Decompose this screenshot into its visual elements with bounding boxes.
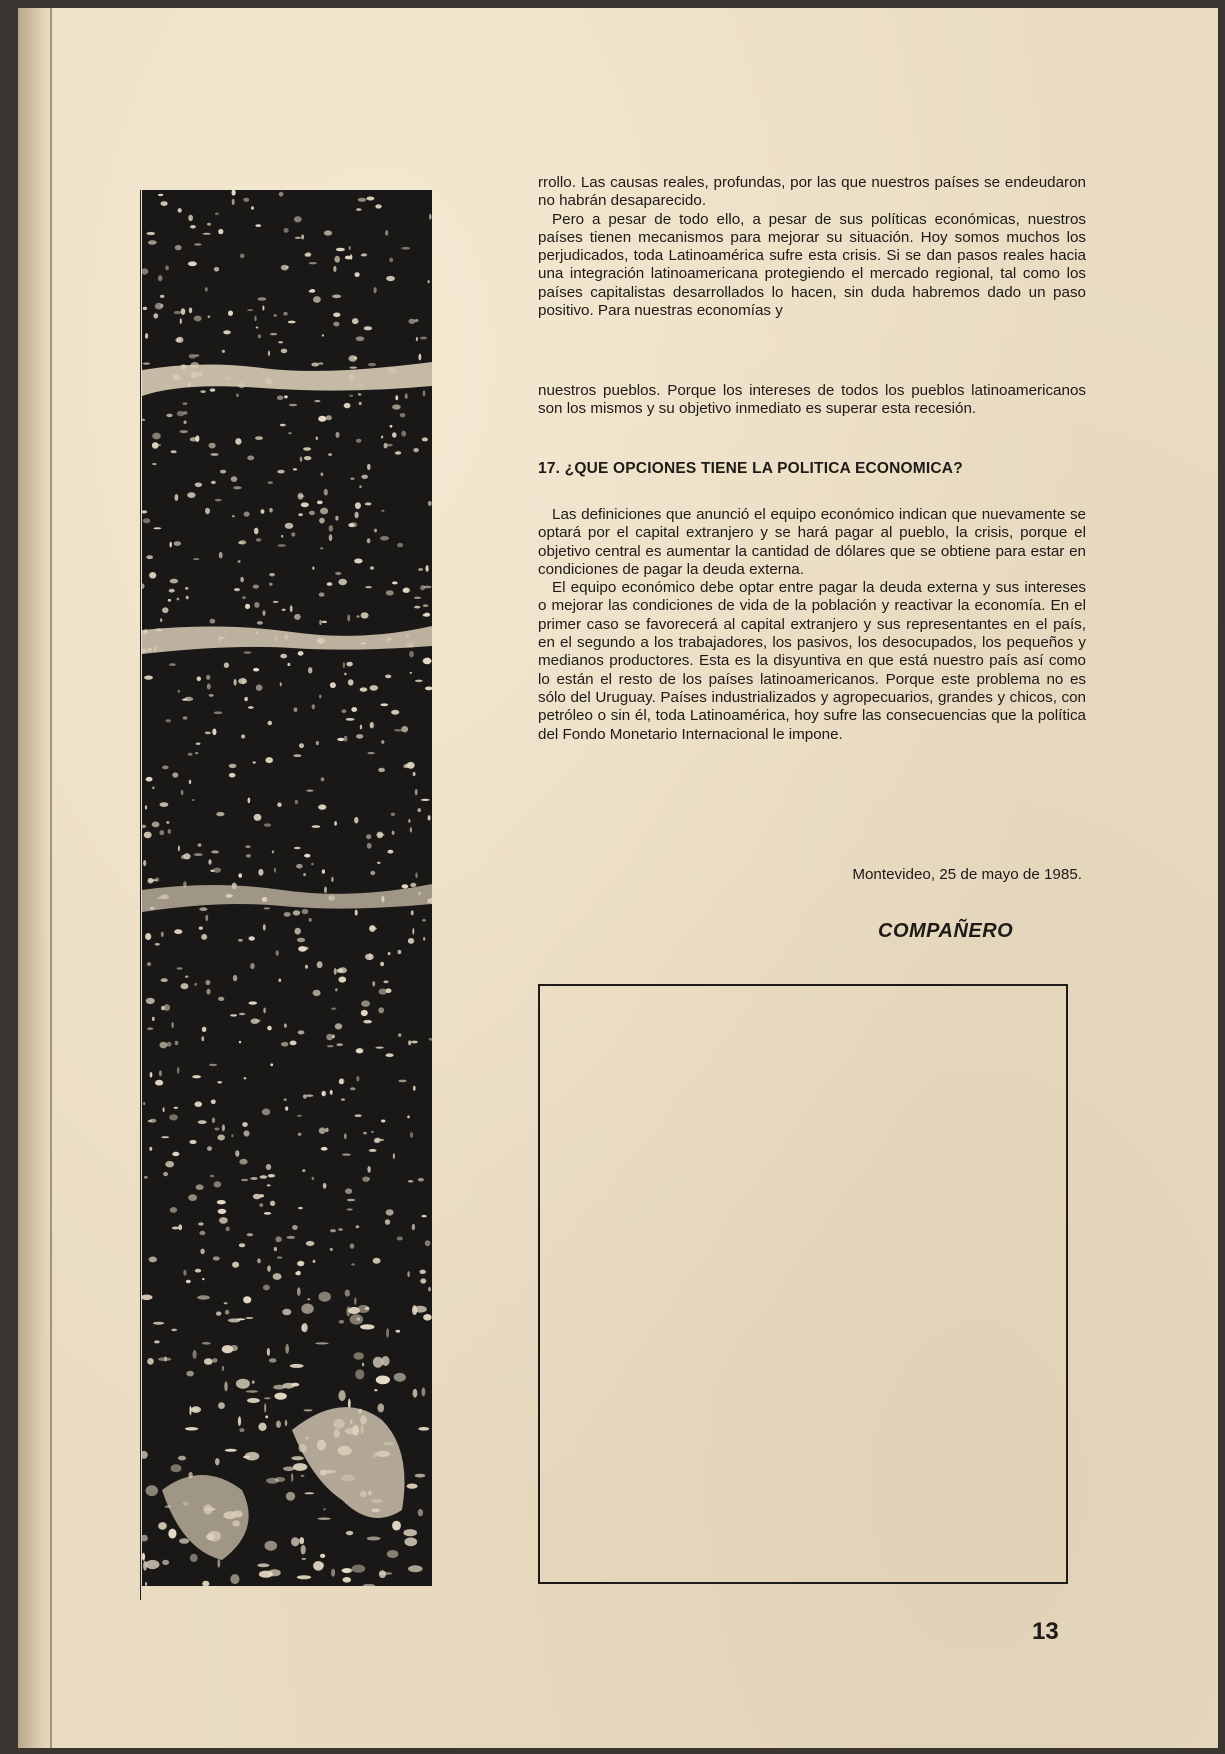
article-text-top	[538, 174, 1086, 320]
page-number: 13	[1032, 1618, 1059, 1645]
paragraph: El equipo económico debe optar entre pagar la deuda externa y sus intereses o mejorar las condiciones de vida de la población y reactivar la economía. En el primer caso se favorecerá al capital extranjero y sus representantes en el país, en el segundo a los trabajadores, los pasivos, los desocupados, los pequeños y medianos productores. Esta es la disyuntiva en que está nuestro país así como lo están el resto de los países latinoamericanos. Porque este problema no es sólo del Uruguay. Países industrializados y agropecuarios, grandes y chicos, con petróleo o sin él, toda Latinoamérica, hoy sufre las consecuencias que la política del Fondo Monetario Internacional le impone.	[538, 579, 1086, 743]
photo-rule	[140, 190, 141, 1600]
binding-line	[50, 8, 52, 1748]
paragraph: Las definiciones que anunció el equipo económico indican que nuevamente se optará por el capital extranjero y se hará pagar al pueblo, la crisis, porque el objetivo central es aumentar la cantidad de dólares que se obtiene para estar en condiciones de pagar la deuda externa.	[538, 506, 1086, 578]
section-body	[538, 506, 1086, 744]
paragraph: nuestros pueblos. Porque los intereses de todos los pueblos latinoamericanos son los mismos y su objetivo inmediato es superar esta recesión.	[538, 382, 1086, 418]
paragraph: rrollo. Las causas reales, profundas, por las que nuestros países se endeudaron no habrán desaparecido.	[538, 174, 1086, 210]
section-heading: 17. ¿QUE OPCIONES TIENE LA POLITICA ECONOMICA?	[538, 460, 963, 477]
paragraph: Pero a pesar de todo ello, a pesar de sus políticas económicas, nuestros países tienen mecanismos para mejorar su situación. Hoy somos muchos los perjudicados, toda Latinoamérica sufre esta crisis. Si se dan pasos reales hacia una integración latinoamericana protegiendo el mercado regional, tal como los países capitalistas desarrollados lo hacen, sin duda habremos dado un paso positivo. Para nuestras economías y	[538, 210, 1086, 320]
page-spine-shadow	[18, 8, 54, 1748]
article-text-continued	[538, 382, 1086, 419]
signature: COMPAÑERO	[878, 920, 1014, 942]
crowd-photo	[142, 190, 432, 1586]
empty-frame-box	[538, 984, 1068, 1584]
dateline: Montevideo, 25 de mayo de 1985.	[852, 866, 1082, 883]
magazine-page	[18, 8, 1218, 1748]
crowd-photo-graphic	[142, 190, 432, 1586]
